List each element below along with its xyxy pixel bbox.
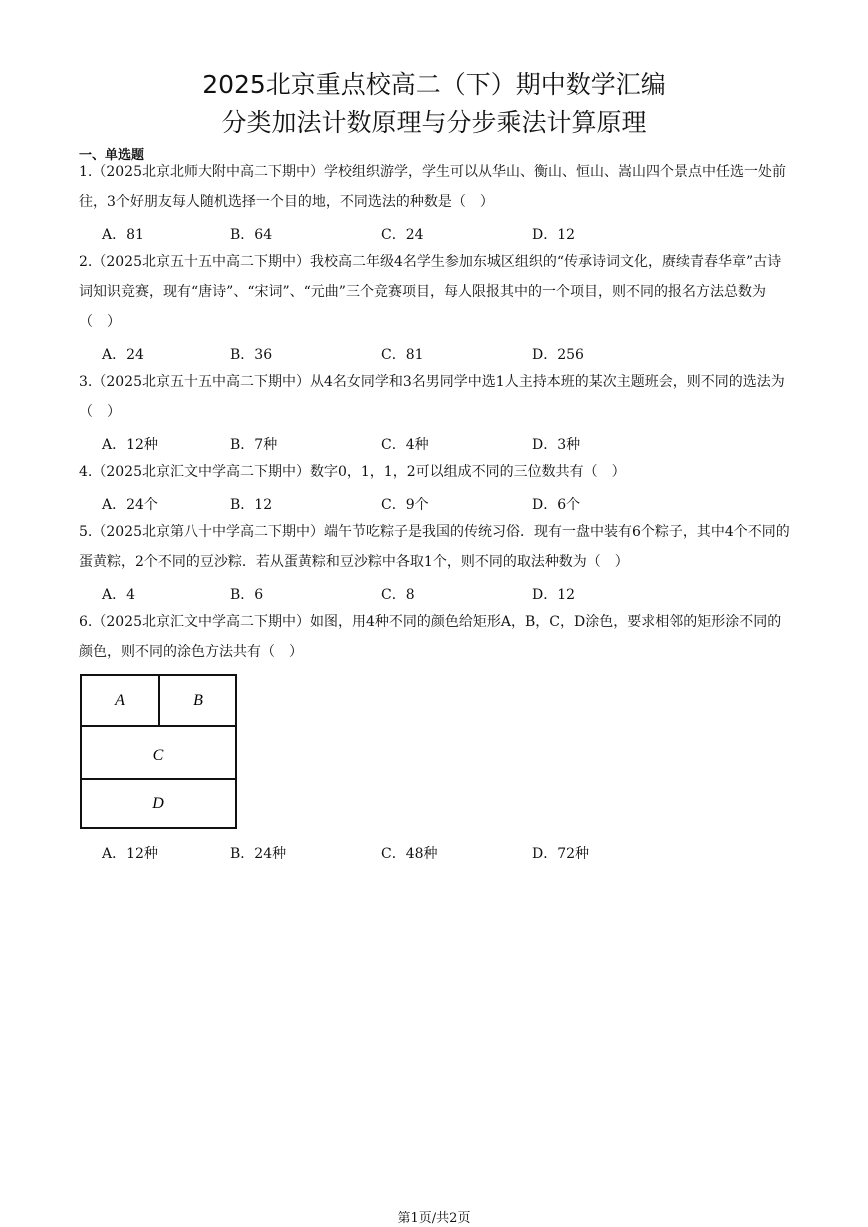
option-c: C．24 <box>381 227 424 243</box>
option-d: D．6个 <box>532 497 581 513</box>
question-6-options <box>102 843 802 867</box>
option-a: A．12种 <box>102 437 158 453</box>
page-footer: 第1页/共2页 <box>397 1211 471 1226</box>
question-2-options <box>102 344 802 368</box>
option-d: D．3种 <box>532 437 581 453</box>
option-a: A．24个 <box>102 497 158 513</box>
option-b: B．36 <box>230 347 273 363</box>
question-3-options <box>102 434 802 458</box>
option-b: B．24种 <box>230 846 287 862</box>
option-c: C．81 <box>381 347 424 363</box>
option-c: C．8 <box>381 587 415 603</box>
option-b: B．6 <box>230 587 264 603</box>
label-a: A <box>115 692 125 709</box>
question-4: 4.（2025北京汇文中学高二下期中）数字0，1，1，2可以组成不同的三位数共有（ ） <box>79 464 626 480</box>
option-c: C．4种 <box>381 437 429 453</box>
option-a: A．4 <box>102 587 136 603</box>
option-c: C．48种 <box>381 846 438 862</box>
option-d: D．12 <box>532 587 576 603</box>
option-b: B．64 <box>230 227 273 243</box>
option-a: A．81 <box>102 227 144 243</box>
document-title: 2025北京重点校高二（下）期中数学汇编 <box>202 70 666 99</box>
question-1: 1.（2025北京北师大附中高二下期中）学校组织游学，学生可以从华山、衡山、恒山、嵩山四个景点中任选一处前往，3个好朋友每人随机选择一个目的地，不同选法的种数是（ ） <box>79 164 786 210</box>
option-d: D．72种 <box>532 846 590 862</box>
option-a: A．24 <box>102 347 144 363</box>
option-b: B．7种 <box>230 437 278 453</box>
question-4-options <box>102 494 802 518</box>
question-3: 3.（2025北京五十五中高二下期中）从4名女同学和3名男同学中选1人主持本班的某次主题班会，则不同的选法为（ ） <box>79 374 785 420</box>
option-d: D．256 <box>532 347 584 363</box>
question-6: 6.（2025北京汇文中学高二下期中）如图，用4种不同的颜色给矩形A，B，C，D涂色，要求相邻的矩形涂不同的颜色，则不同的涂色方法共有（ ） <box>79 614 782 660</box>
question-1-options <box>102 224 802 248</box>
question-2: 2.（2025北京五十五中高二下期中）我校高二年级4名学生参加东城区组织的“传承诗词文化，赓续青春华章”古诗词知识竞赛，现有“唐诗”、“宋词”、“元曲”三个竞赛项目，每人限报其中的一个项目，则不同的报名方法总数为（ ） <box>79 254 782 330</box>
option-b: B．12 <box>230 497 273 513</box>
question-5-options <box>102 584 802 608</box>
rectangle-figure <box>80 674 237 829</box>
label-c: C <box>152 747 164 764</box>
document-subtitle: 分类加法计数原理与分步乘法计算原理 <box>221 108 647 137</box>
option-a: A．12种 <box>102 846 158 862</box>
question-5: 5.（2025北京第八十中学高二下期中）端午节吃粽子是我国的传统习俗．现有一盘中装有6个粽子，其中4个不同的蛋黄粽，2个不同的豆沙粽．若从蛋黄粽和豆沙粽中各取1个，则不同的取法种数为（ ） <box>79 524 790 570</box>
option-d: D．12 <box>532 227 576 243</box>
section-heading: 一、单选题 <box>79 148 145 163</box>
label-d: D <box>152 795 164 812</box>
option-c: C．9个 <box>381 497 429 513</box>
label-b: B <box>193 692 203 709</box>
